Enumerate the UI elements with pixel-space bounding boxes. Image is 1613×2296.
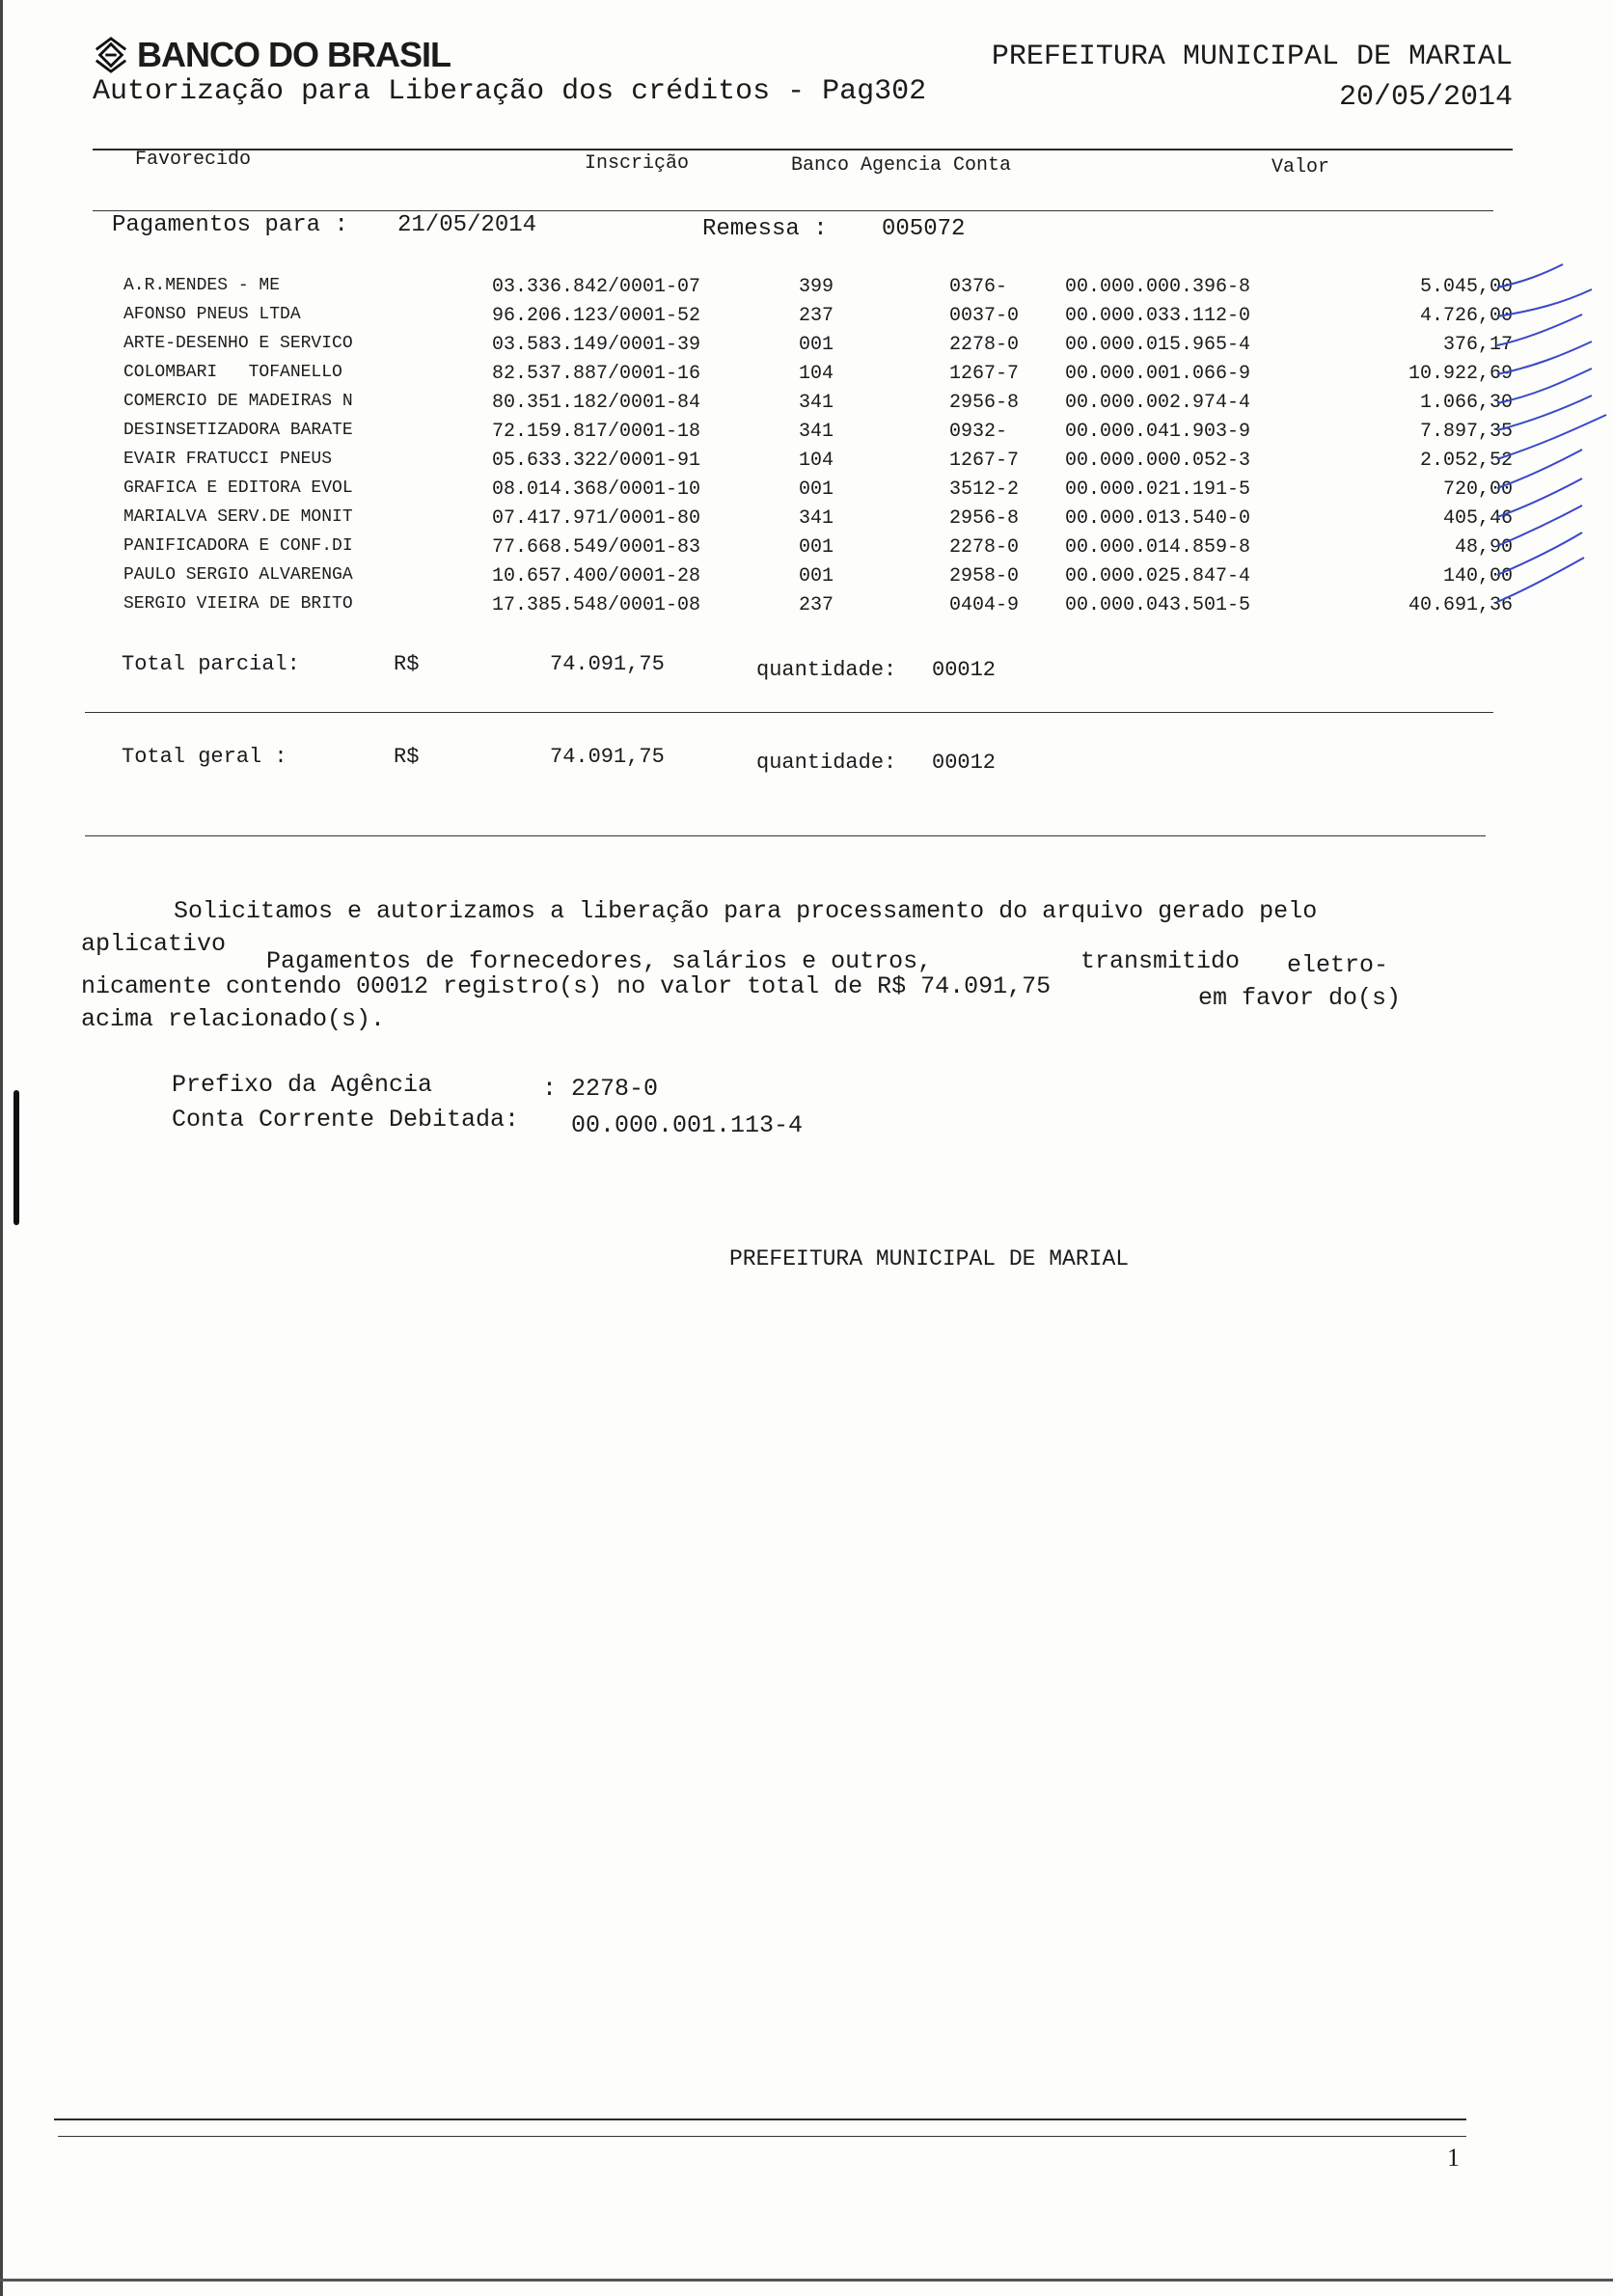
row-favorecido: PANIFICADORA E CONF.DI: [123, 536, 353, 556]
row-conta: 00.000.043.501-5: [1065, 594, 1251, 616]
row-inscricao: 17.385.548/0001-08: [492, 594, 701, 616]
check-mark-icon: [1497, 533, 1582, 575]
col-favorecido: Favorecido: [135, 149, 252, 171]
prefixo-separator: :: [542, 1075, 558, 1103]
row-valor: 5.045,00: [1419, 276, 1513, 298]
total-parcial: [0, 652, 1613, 687]
row-inscricao: 08.014.368/0001-10: [492, 478, 701, 501]
row-inscricao: 10.657.400/0001-28: [492, 565, 701, 588]
total-parcial-quantidade-label: quantidade:: [756, 658, 897, 682]
prefixo-value: 2278-0: [571, 1075, 659, 1103]
table-row: [0, 478, 1613, 507]
row-inscricao: 03.336.842/0001-07: [492, 276, 701, 298]
authorization-line-4: acima relacionado(s).: [81, 1005, 386, 1033]
document-date: 20/05/2014: [1338, 81, 1513, 114]
row-conta: 00.000.015.965-4: [1065, 334, 1251, 356]
authorization-line-2a: aplicativo: [81, 930, 227, 958]
header-rule: [93, 149, 1513, 150]
authorization-line-3: nicamente contendo 00012 registro(s) no valor total de R$ 74.091,75: [81, 972, 1052, 1000]
row-valor: 2.052,52: [1419, 450, 1513, 472]
footer-rule-top: [54, 2118, 1466, 2120]
row-favorecido: EVAIR FRATUCCI PNEUS: [123, 450, 333, 469]
check-marks: [1495, 260, 1611, 646]
row-agencia: 0037-0: [949, 305, 1020, 327]
total-geral-quantidade-label: quantidade:: [756, 751, 897, 775]
row-agencia: 2956-8: [949, 507, 1020, 530]
row-banco: 341: [799, 392, 834, 414]
row-conta: 00.000.002.974-4: [1065, 392, 1251, 414]
col-inscricao: Inscrição: [585, 152, 690, 175]
row-agencia: 3512-2: [949, 478, 1020, 501]
row-conta: 00.000.041.903-9: [1065, 421, 1251, 443]
total-geral-currency: R$: [394, 745, 420, 769]
conta-value: 00.000.001.113-4: [571, 1111, 804, 1139]
row-valor: 1.066,30: [1419, 392, 1513, 414]
row-valor: 48,90: [1454, 536, 1513, 559]
row-banco: 237: [799, 594, 834, 616]
columns-rule: [93, 210, 1493, 211]
row-agencia: 1267-7: [949, 363, 1020, 385]
row-inscricao: 96.206.123/0001-52: [492, 305, 701, 327]
bank-name: BANCO DO BRASIL: [137, 35, 451, 74]
total-parcial-amount: 74.091,75: [550, 652, 665, 676]
authorization-line-3b: em favor do(s): [1198, 984, 1402, 1012]
table-row: [0, 536, 1613, 565]
total-parcial-label: Total parcial:: [122, 652, 300, 676]
total-geral-quantidade: 00012: [932, 751, 997, 775]
row-banco: 399: [799, 276, 834, 298]
table-row: [0, 334, 1613, 363]
table-row: [0, 450, 1613, 478]
table-row: [0, 363, 1613, 392]
check-mark-icon: [1497, 264, 1563, 287]
row-favorecido: PAULO SERGIO ALVARENGA: [123, 565, 353, 585]
bank-logo: [93, 35, 451, 75]
table-row: [0, 276, 1613, 305]
row-banco: 341: [799, 507, 834, 530]
check-mark-icon: [1497, 289, 1592, 316]
row-agencia: 0932-: [949, 421, 1008, 443]
footer-rule-bottom: [58, 2136, 1466, 2137]
row-banco: 104: [799, 363, 834, 385]
row-banco: 341: [799, 421, 834, 443]
row-favorecido: COLOMBARI TOFANELLO: [123, 363, 342, 382]
row-favorecido: COMERCIO DE MADEIRAS N: [123, 392, 353, 411]
table-row: [0, 565, 1613, 594]
row-banco: 001: [799, 478, 834, 501]
row-agencia: 2278-0: [949, 334, 1020, 356]
row-banco: 001: [799, 536, 834, 559]
row-banco: 001: [799, 334, 834, 356]
row-valor: 140,00: [1442, 565, 1513, 588]
row-agencia: 2958-0: [949, 565, 1020, 588]
row-agencia: 2278-0: [949, 536, 1020, 559]
row-favorecido: AFONSO PNEUS LTDA: [123, 305, 301, 324]
row-conta: 00.000.000.052-3: [1065, 450, 1251, 472]
total-geral-label: Total geral :: [122, 745, 287, 769]
row-conta: 00.000.033.112-0: [1065, 305, 1251, 327]
check-mark-icon: [1497, 314, 1582, 345]
scan-bottom-rule: [0, 2279, 1613, 2282]
row-banco: 104: [799, 450, 834, 472]
row-agencia: 1267-7: [949, 450, 1020, 472]
row-agencia: 0404-9: [949, 594, 1020, 616]
total-geral-amount: 74.091,75: [550, 745, 665, 769]
document-title: Autorização para Liberação dos créditos - Pag302: [93, 75, 927, 108]
remessa-label: Remessa :: [702, 216, 828, 242]
row-inscricao: 72.159.817/0001-18: [492, 421, 701, 443]
conta-label: Conta Corrente Debitada:: [172, 1106, 520, 1134]
row-conta: 00.000.001.066-9: [1065, 363, 1251, 385]
row-conta: 00.000.025.847-4: [1065, 565, 1251, 588]
row-agencia: 2956-8: [949, 392, 1020, 414]
row-valor: 4.726,00: [1419, 305, 1513, 327]
table-row: [0, 421, 1613, 450]
row-inscricao: 03.583.149/0001-39: [492, 334, 701, 356]
total-parcial-currency: R$: [394, 652, 420, 676]
row-valor: 10.922,69: [1408, 363, 1513, 385]
row-banco: 237: [799, 305, 834, 327]
total-geral: [0, 745, 1613, 779]
row-valor: 7.897,35: [1419, 421, 1513, 443]
pagamentos-label: Pagamentos para :: [112, 212, 348, 238]
row-favorecido: MARIALVA SERV.DE MONIT: [123, 507, 353, 527]
check-mark-icon: [1497, 558, 1584, 602]
authorization-line-2b: Pagamentos de fornecedores, salários e outros,: [266, 947, 933, 975]
row-inscricao: 05.633.322/0001-91: [492, 450, 701, 472]
row-conta: 00.000.021.191-5: [1065, 478, 1251, 501]
row-inscricao: 80.351.182/0001-84: [492, 392, 701, 414]
pagamentos-date: 21/05/2014: [397, 212, 537, 238]
row-inscricao: 07.417.971/0001-80: [492, 507, 701, 530]
authorization-line-2d: eletro-: [1287, 951, 1389, 979]
row-conta: 00.000.013.540-0: [1065, 507, 1251, 530]
row-inscricao: 82.537.887/0001-16: [492, 363, 701, 385]
row-favorecido: A.R.MENDES - ME: [123, 276, 281, 295]
row-favorecido: DESINSETIZADORA BARATE: [123, 421, 353, 440]
authorization-line-1: Solicitamos e autorizamos a liberação para processamento do arquivo gerado pelo: [174, 897, 1318, 925]
signature-name: PREFEITURA MUNICIPAL DE MARIAL: [729, 1246, 1130, 1271]
row-inscricao: 77.668.549/0001-83: [492, 536, 701, 559]
prefixo-label: Prefixo da Agência: [172, 1071, 433, 1099]
total-geral-rule: [85, 835, 1486, 836]
table-row: [0, 392, 1613, 421]
row-conta: 00.000.000.396-8: [1065, 276, 1251, 298]
row-valor: 720,00: [1442, 478, 1513, 501]
check-mark-icon: [1497, 415, 1606, 459]
table-row: [0, 305, 1613, 334]
row-valor: 376,17: [1442, 334, 1513, 356]
table-row: [0, 507, 1613, 536]
row-favorecido: SERGIO VIEIRA DE BRITO: [123, 594, 353, 614]
row-agencia: 0376-: [949, 276, 1008, 298]
row-conta: 00.000.014.859-8: [1065, 536, 1251, 559]
total-parcial-quantidade: 00012: [932, 658, 997, 682]
bank-logo-icon: [93, 37, 129, 73]
row-favorecido: GRAFICA E EDITORA EVOL: [123, 478, 353, 498]
table-row: [0, 594, 1613, 623]
col-banco-agencia-conta: Banco Agencia Conta: [791, 154, 1012, 177]
scan-mark-left: [14, 1090, 19, 1225]
row-banco: 001: [799, 565, 834, 588]
row-valor: 405,46: [1442, 507, 1513, 530]
client-name: PREFEITURA MUNICIPAL DE MARIAL: [991, 41, 1513, 73]
col-valor: Valor: [1271, 156, 1330, 178]
check-mark-icon: [1497, 369, 1592, 403]
check-mark-icon: [1497, 342, 1592, 374]
row-favorecido: ARTE-DESENHO E SERVICO: [123, 334, 353, 353]
total-parcial-rule: [85, 712, 1493, 713]
remessa-number: 005072: [882, 216, 966, 242]
page-number: 1: [1447, 2144, 1460, 2172]
authorization-line-2c: transmitido: [1080, 947, 1241, 975]
row-valor: 40.691,36: [1408, 594, 1513, 616]
